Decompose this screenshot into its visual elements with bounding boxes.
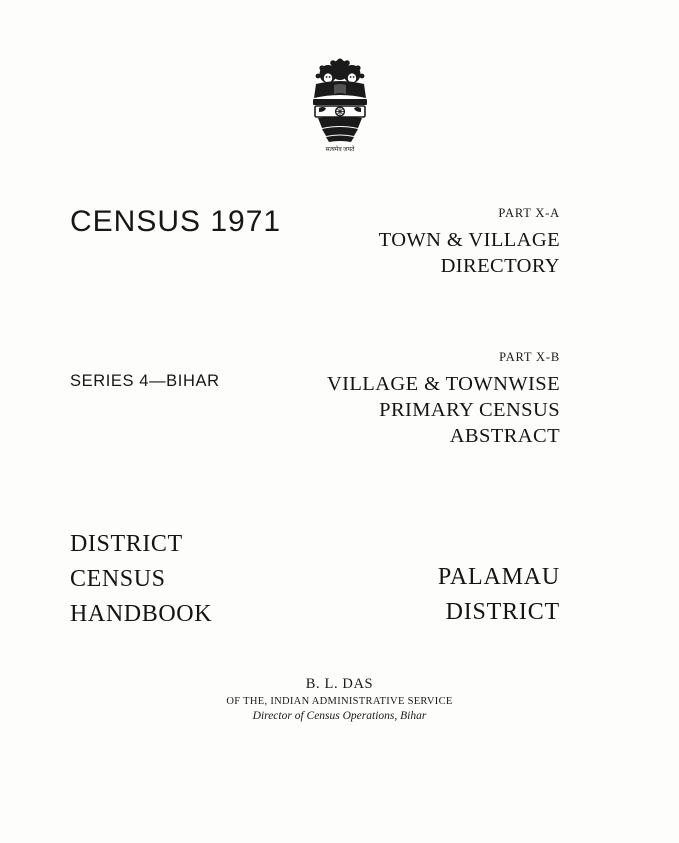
part-x-a-line-1: TOWN & VILLAGE xyxy=(378,229,560,251)
emblem-container xyxy=(0,58,679,158)
part-x-a-label: PART X-A xyxy=(498,206,560,220)
part-x-b-line-1: VILLAGE & TOWNWISE xyxy=(326,373,560,395)
part-x-b-label: PART X-B xyxy=(499,350,560,364)
district-title xyxy=(230,560,560,630)
author-service: OF THE, INDIAN ADMINISTRATIVE SERVICE xyxy=(226,696,453,707)
district-line-1: PALAMAU xyxy=(437,564,560,590)
author-name: B. L. DAS xyxy=(305,676,374,692)
handbook-line-3: HANDBOOK xyxy=(70,601,213,627)
part-x-a-block xyxy=(230,206,560,279)
district-line-2: DISTRICT xyxy=(445,599,560,625)
author-block xyxy=(0,676,679,722)
handbook-line-2: CENSUS xyxy=(70,566,166,592)
india-state-emblem-icon xyxy=(304,58,376,158)
part-x-b-line-3: ABSTRACT xyxy=(449,425,560,447)
author-role: Director of Census Operations, Bihar xyxy=(252,710,427,722)
part-x-b-line-2: PRIMARY CENSUS xyxy=(379,399,560,421)
part-x-a-line-2: DIRECTORY xyxy=(440,255,560,277)
part-x-b-block xyxy=(230,350,560,449)
census-title: CENSUS 1971 xyxy=(70,205,282,238)
series-label: SERIES 4—BIHAR xyxy=(70,372,220,390)
handbook-line-1: DISTRICT xyxy=(70,531,183,557)
emblem-motto: सत्यमेव जयते xyxy=(324,147,355,153)
